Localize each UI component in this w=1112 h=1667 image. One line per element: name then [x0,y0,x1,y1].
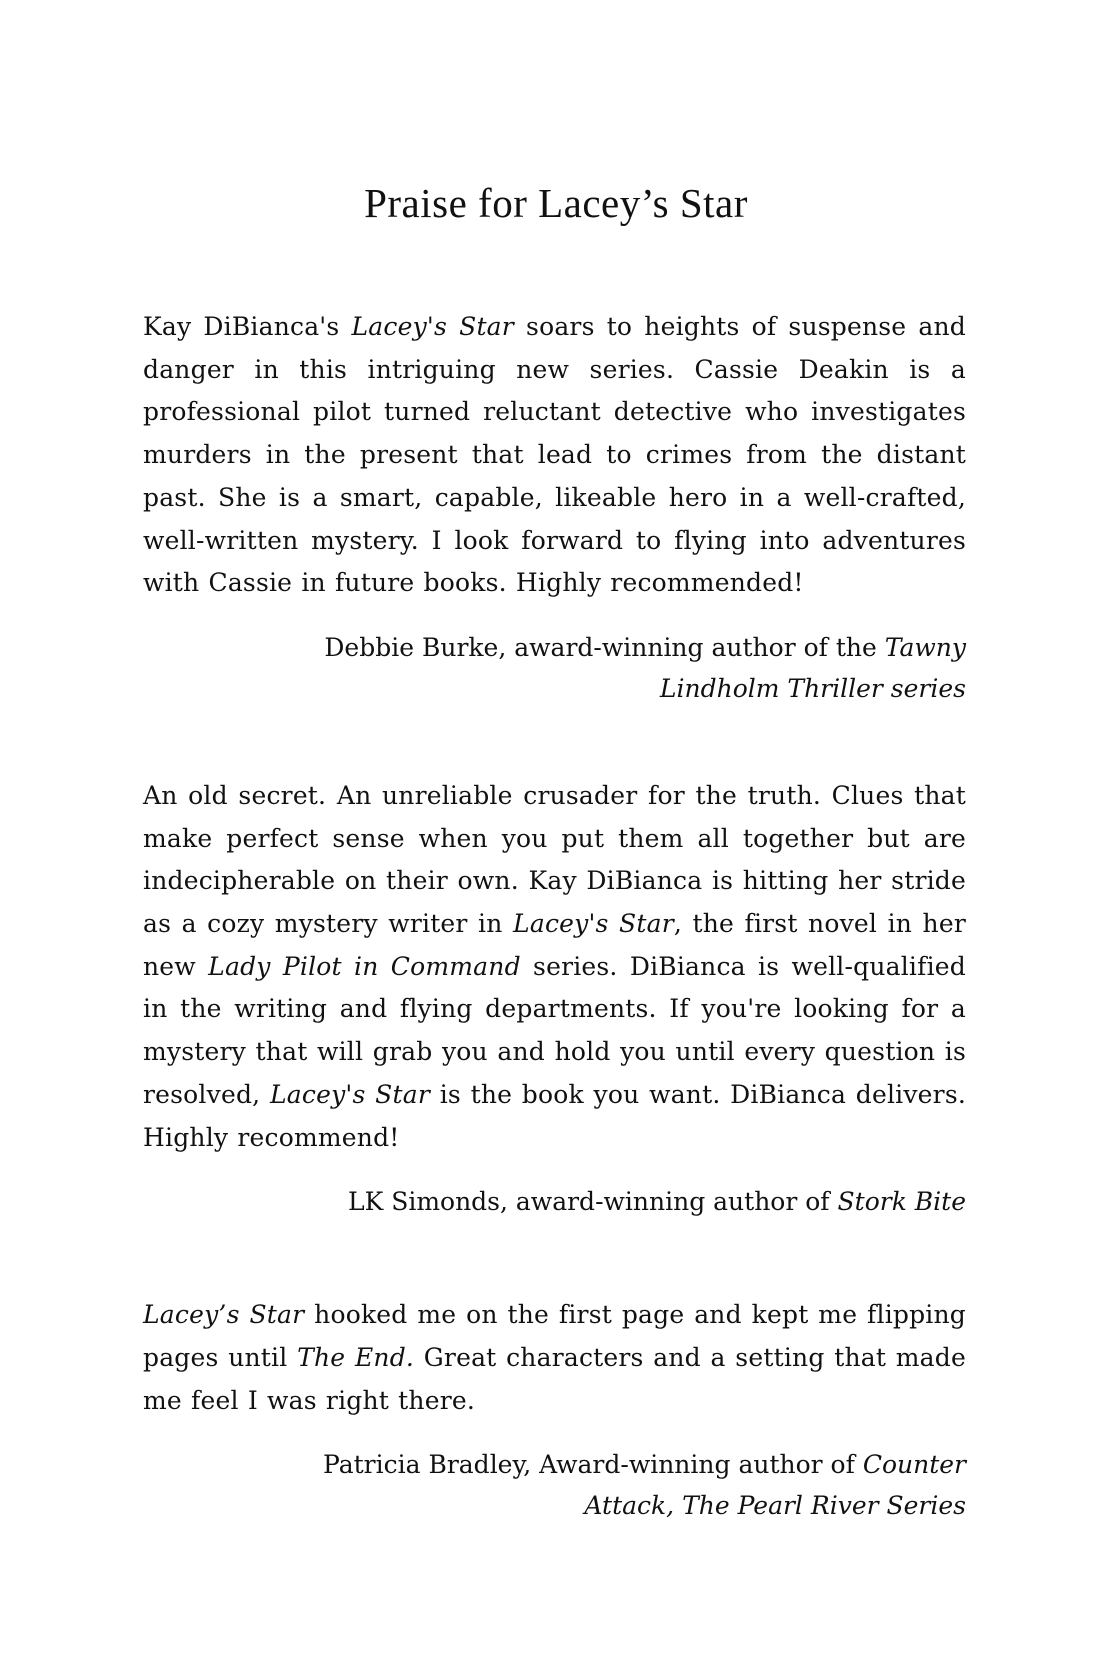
quote-segment: soars to heights of suspense and danger in this intriguing new series. Cassie Deakin is a professional pilot turned reluctant detective who investigates murders in the present that lead to crimes from the distant past. She is a smart, capable, likeable hero in a well-crafted, well-written mystery. I look forward to flying into adventures with Cassie in future books. Highly recommended! [143,312,966,598]
attribution-author: Patricia Bradley, Award-winning author of [323,1450,863,1480]
attribution-author: Debbie Burke, award-winning author of the [324,632,885,662]
quote-segment: series. DiBianca is well-qualified in the writing and flying departments. If you're looking for a mystery that will grab you and hold you until every question is resolved, [143,951,966,1109]
quote-segment: An old secret. An unreliable crusader for the truth. Clues that make perfect sense when you put them all together but are indecipherable on their own. Kay DiBianca is hitting her stride as a cozy mystery writer in [143,780,966,939]
quote-segment: Great characters and a setting that made me feel I was right there. [143,1342,966,1415]
page-title: Praise for Lacey’s Star [364,180,748,226]
book-title: Lacey's Star [269,1079,431,1109]
attribution-work: Tawny Lindholm Thriller series [659,632,966,703]
quote-segment: Kay DiBianca's [143,312,352,341]
testimonial-attribution [143,627,966,709]
testimonial-quote [143,1294,966,1422]
series-title: Lady Pilot in Command [208,951,521,981]
attribution-work: Counter Attack, The Pearl River Series [584,1450,966,1521]
book-title: Lacey's Star [351,312,514,341]
quote-segment: hooked me on the first page and kept me flipping pages until [143,1300,967,1372]
attribution-author: LK Simonds, award-winning author of [347,1187,838,1217]
testimonial [143,775,966,1222]
testimonial-quote [143,775,966,1159]
testimonial-attribution [143,1444,966,1526]
testimonial-quote [143,306,966,605]
testimonial-attribution [143,1181,966,1222]
testimonial [143,306,966,709]
quote-segment: , the first novel in her new [143,909,966,981]
testimonial [143,1294,966,1526]
quote-segment: is the book you want. DiBianca delivers. Highly recommend! [143,1079,966,1152]
book-title: Lacey's Star [513,909,674,939]
book-title: Lacey’s Star [143,1300,305,1330]
book-ending-phrase: The End. [297,1342,415,1372]
attribution-work: Stork Bite [837,1187,966,1217]
testimonials-column [143,306,966,1526]
